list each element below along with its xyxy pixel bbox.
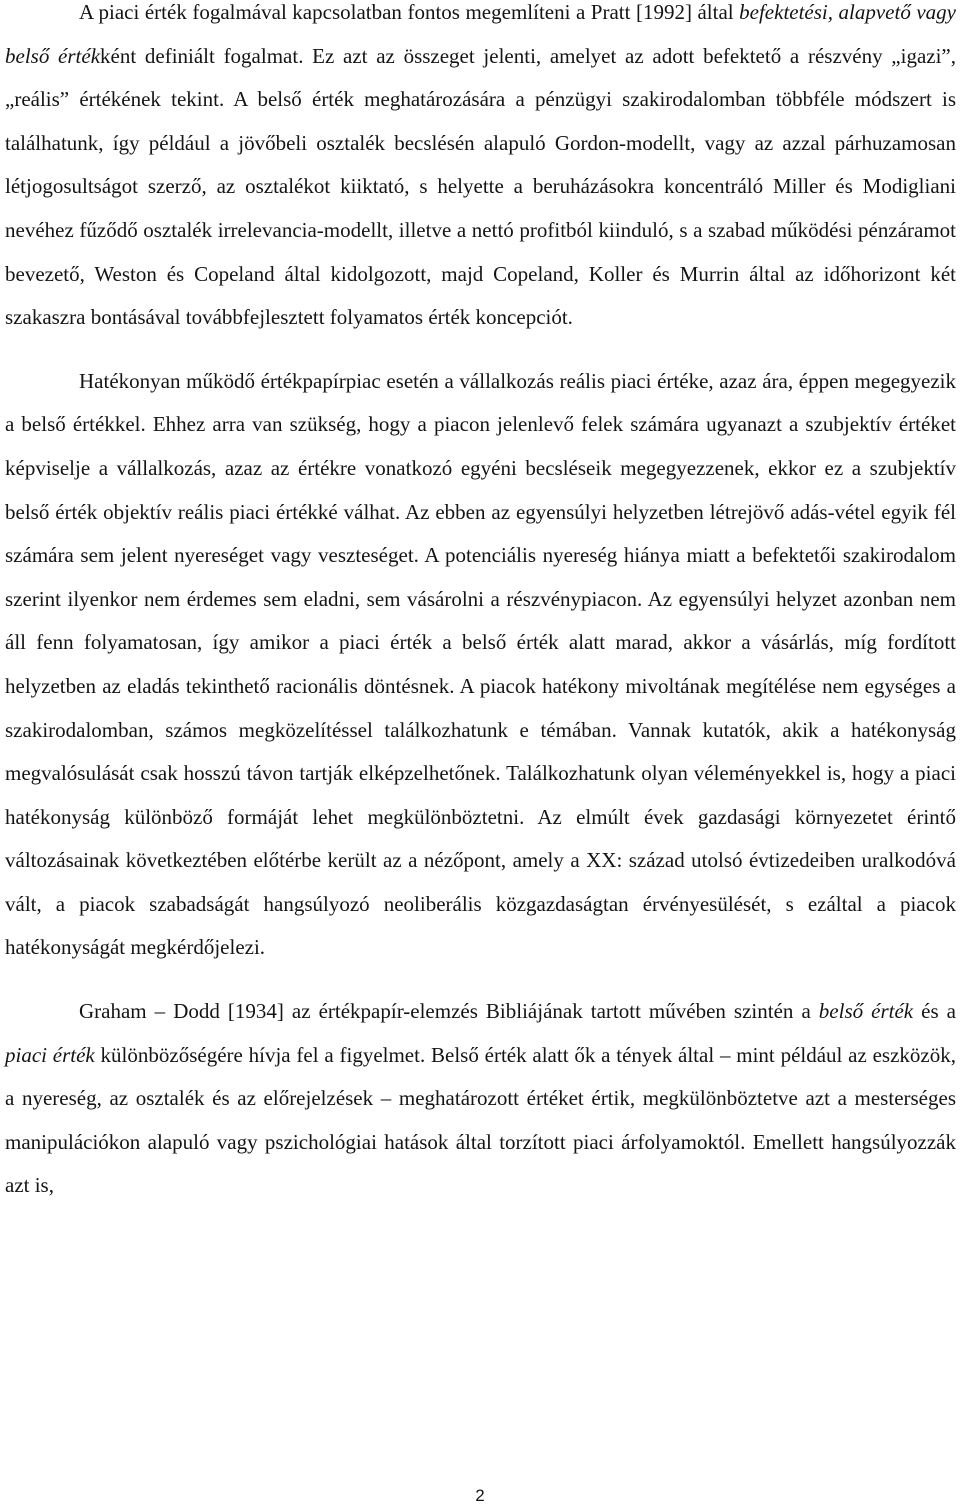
text-run: Hatékonyan működő értékpapírpiac esetén a vállalkozás reális piaci értéke, azaz ára, éppen megegyezik a belső értékkel. Ehhez arra van szükség, hogy a piacon jelenlevő felek számára ugyanazt a szubjektív értéket képviselje a vállalkozás, azaz az értékre vonatkozó egyéni becsléseik megegyezzenek, ekkor ez a szubjektív belső érték objektív reális piaci értékké válhat. Az ebben az egyensúlyi helyzetben létrejövő adás-vétel egyik fél számára sem jelent nyereséget vagy veszteséget. A potenciális nyereség hiánya miatt a befektetői szakirodalom szerint ilyenkor nem érdemes sem eladni, sem vásárolni a részvénypiacon. Az egyensúlyi helyzet azonban nem áll fenn folyamatosan, így amikor a piaci érték a belső érték alatt marad, akkor a vásárlás, míg fordított helyzetben az eladás tekinthető racionális döntésnek. A piacok hatékony mivoltának megítélése nem egységes a szakirodalomban, számos megközelítéssel találkozhatunk e témában. Vannak kutatók, akik a hatékonyság megvalósulását csak hosszú távon tartják elképzelhetőnek. Találkozhatunk olyan véleményekkel is, hogy a piaci hatékonyság különböző formáját lehet megkülönböztetni. Az elmúlt évek gazdasági környezetet érintő változásainak következtében előtérbe került az a nézőpont, amely a XX: század utolsó évtizedeiben uralkodóvá vált, a piacok szabadságát hangsúlyozó neoliberális közgazdaságtan érvényesülését, s ezáltal a piacok hatékonyságát megkérdőjelezi. — [5, 368, 956, 960]
paragraph — [5, 360, 956, 970]
text-run: A piaci érték fogalmával kapcsolatban fontos megemlíteni a Pratt [1992] által — [79, 0, 740, 24]
text-run: és a — [913, 999, 956, 1024]
text-run: Graham – Dodd [1934] az értékpapír-elemzés Bibliájának tartott művében szintén a — [79, 999, 819, 1024]
text-run: különbözőségére hívja fel a figyelmet. Belső érték alatt ők a tények által – mint például az eszközök, a nyereség, az osztalék és az előrejelzések – meghatározott értéket értik, megkülönböztetve azt a mesterséges manipulációkon alapuló vagy pszichológiai hatások által torzított piaci árfolyamoktól. Emellett hangsúlyozzák azt is, — [5, 1042, 956, 1198]
page-number: 2 — [475, 1486, 485, 1505]
document-body — [5, 0, 956, 1208]
italic-term: befektetési, alapvető vagy belső érték — [5, 0, 956, 68]
italic-term: piaci érték — [5, 1042, 95, 1067]
paragraph — [5, 0, 956, 340]
document-page — [5, 0, 956, 1208]
text-run: ként definiált fogalmat. Ez azt az összeget jelenti, amelyet az adott befektető a részvény „igazi”, „reális” értékének tekint. A belső érték meghatározására a pénzügyi szakirodalomban többféle módszert is találhatunk, így például a jövőbeli osztalék becslésén alapuló Gordon-modellt, vagy az azzal párhuzamosan létjogosultságot szerző, az osztalékot kiiktató, s helyette a beruházásokra koncentráló Miller és Modigliani nevéhez fűződő osztalék irrelevancia-modellt, illetve a nettó profitból kiinduló, s a szabad működési pénzáramot bevezető, Weston és Copeland által kidolgozott, majd Copeland, Koller és Murrin által az időhorizont két szakaszra bontásával továbbfejlesztett folyamatos érték koncepciót. — [5, 43, 957, 330]
italic-term: belső érték — [818, 999, 914, 1024]
paragraph — [5, 990, 956, 1208]
